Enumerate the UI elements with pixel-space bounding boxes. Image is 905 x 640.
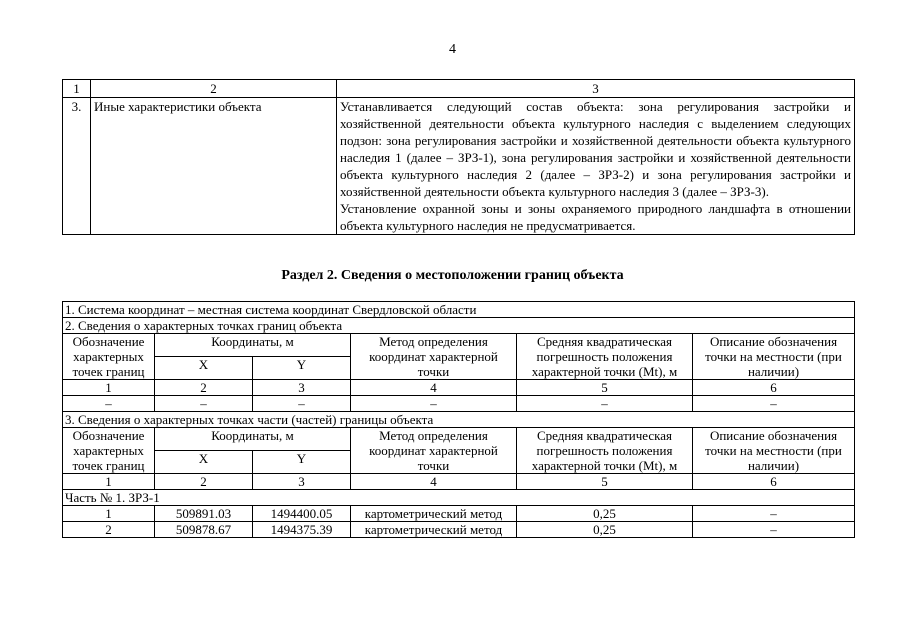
header-error: Средняя квадратическая погрешность положения характерной точки (Mt), м [517, 334, 693, 380]
header-designation: Обозначение характерных точек границ [63, 334, 155, 380]
point-method: картометрический метод [351, 506, 517, 522]
column-number: 4 [351, 380, 517, 396]
column-numbers-row [63, 380, 855, 396]
description-paragraph: Установление охранной зоны и зоны охраняемого природного ландшафта в отношении объекта культурного наследия не предусматривается. [340, 201, 851, 233]
row-description [337, 98, 855, 235]
table-cell: – [253, 396, 351, 412]
column-number: 5 [517, 474, 693, 490]
boundary-points-table [62, 301, 855, 538]
header-coordinates: Координаты, м [155, 334, 351, 357]
point-x: 509878.67 [155, 522, 253, 538]
coordinate-system-row: 1. Система координат – местная система координат Свердловской области [63, 302, 855, 318]
point-error: 0,25 [517, 522, 693, 538]
column-number: 3 [337, 80, 855, 98]
header-designation: Обозначение характерных точек границ [63, 428, 155, 474]
column-number: 6 [693, 474, 855, 490]
column-number: 1 [63, 80, 91, 98]
table-row [63, 396, 855, 412]
point-y: 1494400.05 [253, 506, 351, 522]
column-number: 6 [693, 380, 855, 396]
section-subtitle: 3. Сведения о характерных точках части (частей) границы объекта [63, 412, 855, 428]
header-method: Метод определения координат характерной точки [351, 334, 517, 380]
column-number: 1 [63, 380, 155, 396]
header-y: Y [253, 357, 351, 380]
point-error: 0,25 [517, 506, 693, 522]
header-description: Описание обозначения точки на местности (при наличии) [693, 428, 855, 474]
table-header-row [63, 334, 855, 357]
point-x: 509891.03 [155, 506, 253, 522]
header-description: Описание обозначения точки на местности (при наличии) [693, 334, 855, 380]
section-title: Раздел 2. Сведения о местоположении границ объекта [281, 268, 624, 283]
header-error: Средняя квадратическая погрешность положения характерной точки (Mt), м [517, 428, 693, 474]
point-number: 1 [63, 506, 155, 522]
column-number: 1 [63, 474, 155, 490]
header-y: Y [253, 451, 351, 474]
table-cell: – [351, 396, 517, 412]
column-number: 2 [155, 380, 253, 396]
column-number: 4 [351, 474, 517, 490]
table-cell: – [517, 396, 693, 412]
table-cell: – [693, 396, 855, 412]
point-description: – [693, 522, 855, 538]
table-header-row [63, 80, 855, 98]
column-numbers-row [63, 474, 855, 490]
page-number: 4 [449, 42, 456, 57]
table-row [63, 98, 855, 235]
header-method: Метод определения координат характерной точки [351, 428, 517, 474]
section-subtitle: 2. Сведения о характерных точках границ объекта [63, 318, 855, 334]
column-number: 3 [253, 380, 351, 396]
column-number: 5 [517, 380, 693, 396]
row-number: 3. [63, 98, 91, 235]
table-header-row [63, 428, 855, 451]
header-coordinates: Координаты, м [155, 428, 351, 451]
table-row [63, 522, 855, 538]
point-number: 2 [63, 522, 155, 538]
header-x: X [155, 451, 253, 474]
part-label: Часть № 1. ЗРЗ-1 [63, 490, 855, 506]
table-cell: – [155, 396, 253, 412]
table-cell: – [63, 396, 155, 412]
column-number: 3 [253, 474, 351, 490]
point-description: – [693, 506, 855, 522]
table-row [63, 506, 855, 522]
characteristics-table [62, 79, 855, 235]
row-label: Иные характеристики объекта [91, 98, 337, 235]
column-number: 2 [91, 80, 337, 98]
point-y: 1494375.39 [253, 522, 351, 538]
description-paragraph: Устанавливается следующий состав объекта: зона регулирования застройки и хозяйственной деятельности объекта культурного наследия с выделением следующих подзон: зона регулирования застройки и хозяйственной деятельности объекта культурного наследия 1 (далее – ЗРЗ-1), зона регулирования застройки и хозяйственной деятельности объекта культурного наследия 2 (далее – ЗРЗ-2) и зона регулирования застройки и хозяйственной деятельности объекта культурного наследия 3 (далее – ЗРЗ-3). [340, 99, 851, 199]
column-number: 2 [155, 474, 253, 490]
header-x: X [155, 357, 253, 380]
point-method: картометрический метод [351, 522, 517, 538]
